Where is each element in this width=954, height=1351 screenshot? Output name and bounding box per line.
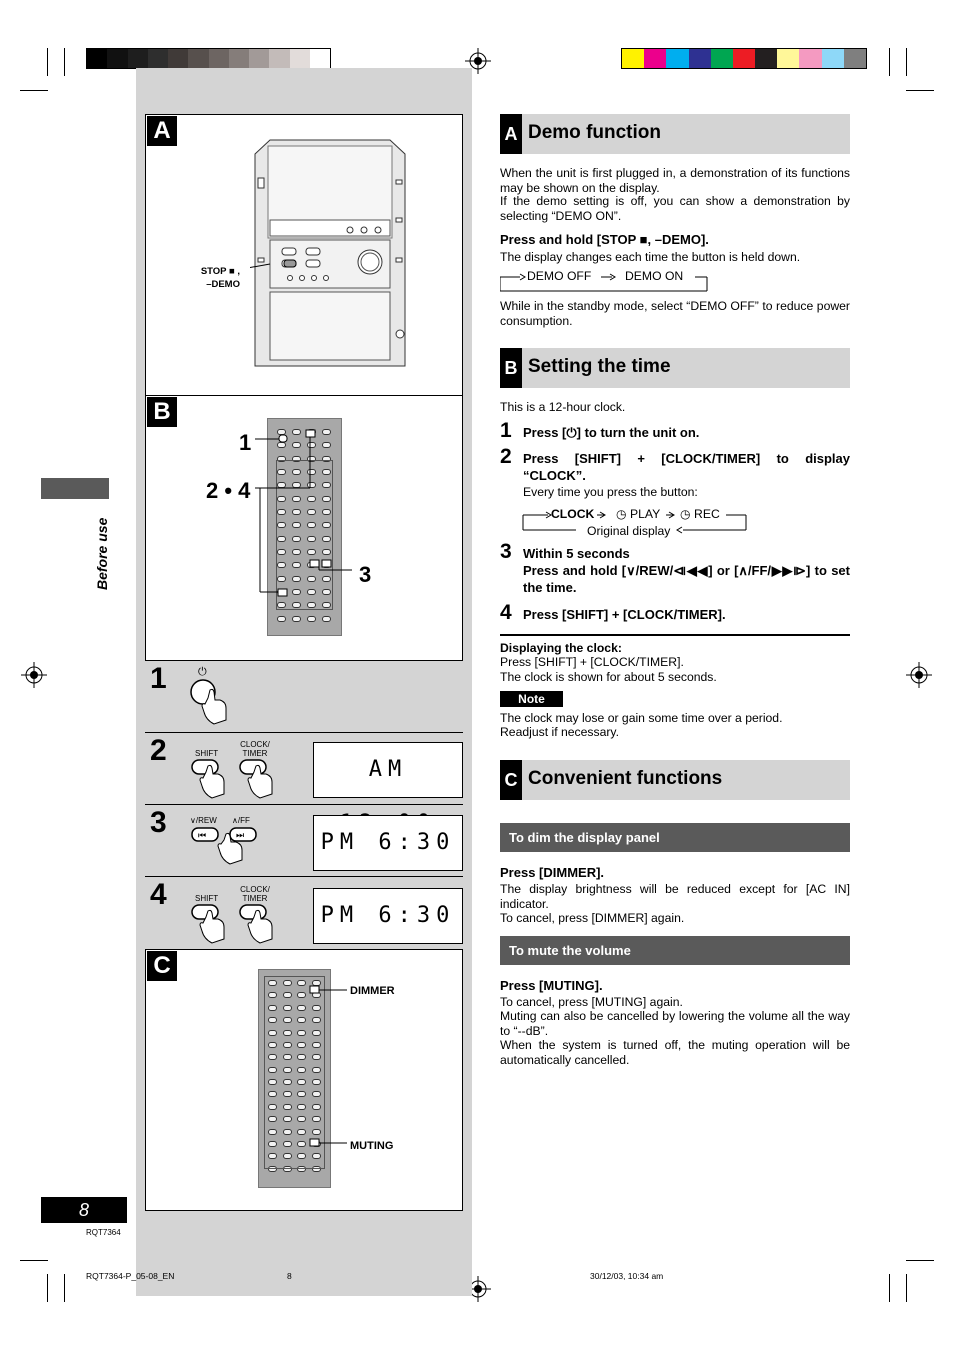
section-a-header — [500, 114, 850, 154]
color-swatch — [310, 49, 330, 68]
flow-clock: CLOCK — [551, 507, 595, 521]
shift-button-press-icon — [190, 758, 235, 800]
clock-intro: This is a 12-hour clock. — [500, 400, 626, 414]
section-a-title: Demo function — [528, 122, 661, 143]
section-c-letter: C — [500, 760, 522, 800]
dimmer-label: DIMMER — [350, 985, 395, 997]
mute-desc: Muting can also be cancelled by lowering the volume all the way to “--dB”. — [500, 1009, 850, 1038]
display-am-1200 — [313, 742, 463, 798]
remote-button — [277, 616, 286, 622]
step3-number: 3 — [500, 540, 512, 563]
crop-mark — [64, 48, 65, 76]
color-swatch — [689, 49, 711, 68]
display-text: PM 6:30 — [320, 903, 456, 928]
dim-subheader: To dim the display panel — [500, 823, 850, 852]
power-button-press-icon — [188, 676, 233, 726]
crop-mark — [47, 1274, 48, 1302]
crop-mark — [906, 1260, 934, 1261]
mute-cancel: To cancel, press [MUTING] again. — [500, 995, 683, 1009]
section-b-letter: B — [500, 348, 522, 388]
display-text: AM — [368, 757, 408, 782]
section-b-rule — [500, 634, 850, 636]
color-swatch — [168, 49, 188, 68]
footer-page: 8 — [287, 1271, 292, 1281]
demo-intro-2: If the demo setting is off, you can show a demonstration by selecting “DEMO ON”. — [500, 194, 850, 223]
display-pm-630 — [313, 815, 463, 871]
shift-label: SHIFT — [195, 749, 219, 758]
crop-mark — [906, 1274, 907, 1302]
footer-timestamp: 30/12/03, 10:34 am — [590, 1271, 664, 1281]
fig-step-2: 2 — [150, 734, 167, 767]
color-swatch — [644, 49, 666, 68]
step4-number: 4 — [500, 601, 512, 624]
flow-original: Original display — [587, 524, 671, 538]
note-badge — [500, 691, 563, 707]
stop-label: STOP ■ , — [200, 266, 240, 277]
stop-demo-label — [196, 265, 240, 291]
dim-press: Press [DIMMER]. — [500, 865, 605, 880]
ff-label: ∧/FF — [232, 816, 250, 825]
step-divider — [145, 732, 463, 733]
flow-rec: ◷ REC — [680, 507, 720, 521]
callout-2-4: 2 • 4 — [206, 478, 251, 503]
rew-label: ∨/REW — [190, 816, 217, 825]
mute-subheader: To mute the volume — [500, 936, 850, 965]
section-c-header — [500, 760, 850, 800]
color-swatch — [777, 49, 799, 68]
color-swatch — [128, 49, 148, 68]
color-swatch — [711, 49, 733, 68]
step2-text: Press [SHIFT] + [CLOCK/TIMER] to display “CLOCK”. — [523, 451, 850, 483]
displaying-clock-1: Press [SHIFT] + [CLOCK/TIMER]. — [500, 655, 684, 669]
color-swatch — [844, 49, 866, 68]
color-swatch — [622, 49, 644, 68]
color-swatch — [148, 49, 168, 68]
registration-mark-icon — [906, 662, 932, 688]
section-tab-label: Before use — [94, 517, 110, 590]
note-2: Readjust if necessary. — [500, 725, 619, 739]
color-swatch — [229, 49, 249, 68]
display-text: PM 6:30 — [320, 830, 456, 855]
page-number — [41, 1197, 127, 1223]
step2-desc: Every time you press the button: — [523, 485, 698, 499]
color-swatch — [666, 49, 688, 68]
callout-lines-c — [305, 980, 355, 1160]
crop-mark — [20, 90, 48, 91]
demo-intro: When the unit is first plugged in, a demonstration of its functions may be shown on the display. — [500, 166, 850, 195]
process-color-bar — [621, 48, 867, 69]
section-c-title: Convenient functions — [528, 768, 723, 789]
power-symbol-icon: ⏻ — [198, 665, 207, 678]
display-pm-630 — [313, 888, 463, 944]
mute-off: When the system is turned off, the muting operation will be automatically cancelled. — [500, 1038, 850, 1067]
note-1: The clock may lose or gain some time over a period. — [500, 711, 783, 725]
demo-label: –DEMO — [206, 279, 240, 290]
section-b-title: Setting the time — [528, 356, 671, 377]
demo-on-label: DEMO ON — [625, 269, 684, 283]
clock-timer-button-press-icon — [238, 758, 283, 800]
demo-press-desc: The display changes each time the button is held down. — [500, 250, 801, 264]
figure-b-letter: B — [147, 397, 177, 427]
color-swatch — [188, 49, 208, 68]
color-swatch — [107, 49, 127, 68]
crop-mark — [906, 48, 907, 76]
fig-step-1: 1 — [150, 662, 167, 695]
page-number-text: 8 — [78, 1200, 89, 1220]
crop-mark — [64, 1274, 65, 1302]
figure-a-letter: A — [147, 116, 177, 146]
shift-button-press-icon — [190, 903, 235, 945]
displaying-clock-2: The clock is shown for about 5 seconds. — [500, 670, 717, 684]
footer-file: RQT7364-P_05-08_EN — [86, 1271, 175, 1281]
step3-text-a: Within 5 seconds — [523, 546, 630, 561]
color-swatch — [755, 49, 777, 68]
color-swatch — [733, 49, 755, 68]
step3-text-b: Press and hold [∨/REW/⧏◀◀] or [∧/FF/▶▶⧐] to set the time. — [523, 563, 850, 595]
step2-number: 2 — [500, 445, 512, 468]
step1-number: 1 — [500, 419, 512, 442]
remote-button — [292, 616, 301, 622]
stereo-unit-icon — [250, 136, 410, 371]
step1-text: Press [⏻] to turn the unit on. — [523, 425, 700, 440]
mute-press: Press [MUTING]. — [500, 978, 603, 993]
displaying-clock-title: Displaying the clock: — [500, 641, 622, 655]
rew-ff-buttons-press-icon — [190, 826, 260, 866]
registration-mark-icon — [21, 662, 47, 688]
color-swatch — [269, 49, 289, 68]
dim-desc: The display brightness will be reduced except for [AC IN] indicator. — [500, 882, 850, 911]
clock-timer-button-press-icon — [238, 903, 283, 945]
section-b-header — [500, 348, 850, 388]
demo-standby: While in the standby mode, select “DEMO OFF” to reduce power consumption. — [500, 299, 850, 328]
crop-mark — [47, 48, 48, 76]
note-label: Note — [518, 692, 545, 706]
fig-step-4: 4 — [150, 878, 167, 911]
dim-cancel: To cancel, press [DIMMER] again. — [500, 911, 685, 925]
demo-press: Press and hold [STOP ■, –DEMO]. — [500, 232, 709, 247]
step4-text: Press [SHIFT] + [CLOCK/TIMER]. — [523, 607, 726, 622]
callout-3: 3 — [359, 562, 372, 587]
color-swatch — [209, 49, 229, 68]
section-a-letter: A — [500, 114, 522, 154]
color-swatch — [290, 49, 310, 68]
remote-button — [307, 616, 316, 622]
fig-step-3: 3 — [150, 806, 167, 839]
svg-text:⏭: ⏭ — [236, 831, 245, 841]
flow-play: ◷ PLAY — [616, 507, 661, 521]
color-swatch — [249, 49, 269, 68]
gray-color-bar — [86, 48, 331, 69]
muting-label: MUTING — [350, 1140, 394, 1152]
remote-button — [322, 616, 331, 622]
demo-off-label: DEMO OFF — [527, 269, 592, 283]
crop-mark — [20, 1260, 48, 1261]
shift-label: SHIFT — [195, 894, 219, 903]
clock-timer-label: CLOCK/ TIMER — [240, 740, 270, 758]
clock-timer-label: CLOCK/ TIMER — [240, 885, 270, 903]
color-swatch — [822, 49, 844, 68]
crop-mark — [889, 1274, 890, 1302]
doc-code: RQT7364 — [86, 1228, 121, 1237]
step-divider — [145, 876, 463, 877]
color-swatch — [799, 49, 821, 68]
crop-mark — [906, 90, 934, 91]
callout-1: 1 — [239, 430, 252, 455]
crop-mark — [889, 48, 890, 76]
color-swatch — [87, 49, 107, 68]
svg-text:⏮: ⏮ — [198, 831, 207, 841]
figure-c-letter: C — [147, 951, 177, 981]
